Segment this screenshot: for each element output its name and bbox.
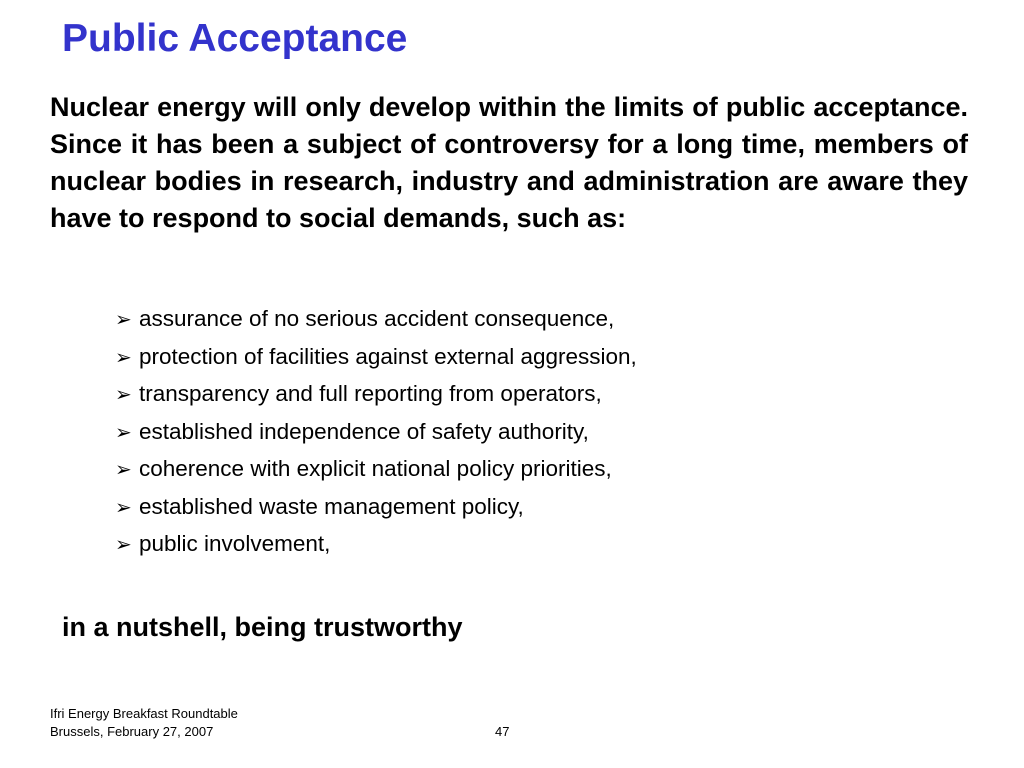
arrow-bullet-icon: ➢: [115, 384, 132, 406]
social-demands-list: [115, 300, 637, 563]
footer-location-date: Brussels, February 27, 2007: [50, 724, 214, 739]
list-item: [115, 450, 637, 488]
list-item: [115, 300, 637, 338]
summary-statement: in a nutshell, being trustworthy: [62, 612, 463, 642]
list-item: [115, 375, 637, 413]
list-item-text: assurance of no serious accident consequence,: [139, 306, 615, 331]
arrow-bullet-icon: ➢: [115, 459, 132, 481]
list-item-text: public involvement,: [139, 531, 331, 556]
list-item-text: established independence of safety authority,: [139, 418, 589, 444]
footer-event-name: Ifri Energy Breakfast Roundtable: [50, 706, 238, 721]
list-item: [115, 488, 637, 526]
list-item: [115, 413, 637, 451]
arrow-bullet-icon: ➢: [115, 421, 132, 444]
list-item-text: established waste management policy,: [139, 493, 524, 519]
footer-info: [50, 705, 238, 741]
page-number: 47: [495, 724, 510, 739]
list-item: [115, 338, 637, 376]
list-item-text: transparency and full reporting from operators,: [139, 381, 602, 406]
arrow-bullet-icon: ➢: [115, 346, 132, 369]
arrow-bullet-icon: ➢: [115, 309, 132, 331]
arrow-bullet-icon: ➢: [115, 496, 132, 519]
list-item-text: protection of facilities against external aggression,: [139, 343, 637, 369]
list-item-text: coherence with explicit national policy priorities,: [139, 456, 612, 481]
list-item: [115, 525, 637, 563]
intro-paragraph: Nuclear energy will only develop within the limits of public acceptance. Since it has been a subject of controversy for a long time, members of nuclear bodies in research, industry and administration are aware they have to respond to social demands, such as:: [50, 92, 968, 233]
slide-title: Public Acceptance: [62, 17, 408, 60]
arrow-bullet-icon: ➢: [115, 534, 132, 556]
